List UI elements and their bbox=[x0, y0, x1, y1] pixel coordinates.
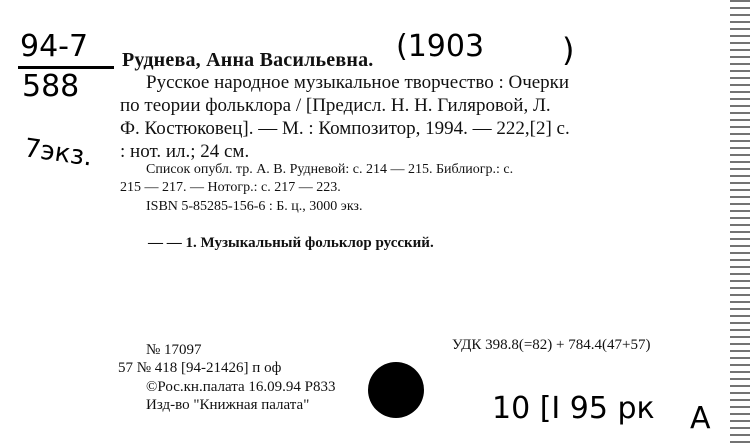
title-line-2: по теории фольклора / [Предисл. Н. Н. Гиляровой, Л. bbox=[120, 95, 551, 116]
birth-year-close: ) bbox=[562, 31, 575, 69]
title-line-3: Ф. Костюковец]. — М. : Композитор, 1994. — 222,[2] с. bbox=[120, 118, 570, 139]
note-line-2: 215 — 217. — Нотогр.: с. 217 — 223. bbox=[120, 180, 341, 195]
shelf-mark-bottom: 588 bbox=[22, 69, 80, 104]
isbn-line: ISBN 5-85285-156-6 : Б. ц., 3000 экз. bbox=[146, 199, 363, 214]
scan-edge-noise bbox=[730, 0, 750, 448]
shelf-mark-top: 94-7 bbox=[20, 29, 89, 64]
publisher-line: Изд-во "Книжная палата" bbox=[146, 397, 310, 413]
udk-code: УДК 398.8(=82) + 784.4(47+57) bbox=[452, 337, 651, 353]
bottom-note: 10 [I 95 рк bbox=[492, 391, 655, 426]
note-line-1: Список опубл. тр. А. В. Рудневой: с. 214 — 215. Библиогр.: с. bbox=[146, 162, 514, 177]
title-line-4: : нот. ил.; 24 см. bbox=[120, 141, 250, 162]
author-heading: Руднева, Анна Васильевна. bbox=[122, 49, 374, 71]
record-number: № 17097 bbox=[146, 342, 202, 358]
birth-year-open: (1903 bbox=[396, 29, 485, 64]
title-line-1: Русское народное музыкальное творчество : Очерки bbox=[146, 72, 570, 93]
footer-line-2: 57 № 418 [94-21426] п оф bbox=[118, 360, 282, 376]
footer-line-3: ©Рос.кн.палата 16.09.94 Р833 bbox=[146, 379, 336, 395]
copies-note: 7экз. bbox=[22, 133, 95, 173]
ink-blot bbox=[368, 362, 424, 418]
bottom-right-mark: А bbox=[690, 401, 711, 436]
subject-heading: — — 1. Музыкальный фольклор русский. bbox=[148, 235, 434, 251]
